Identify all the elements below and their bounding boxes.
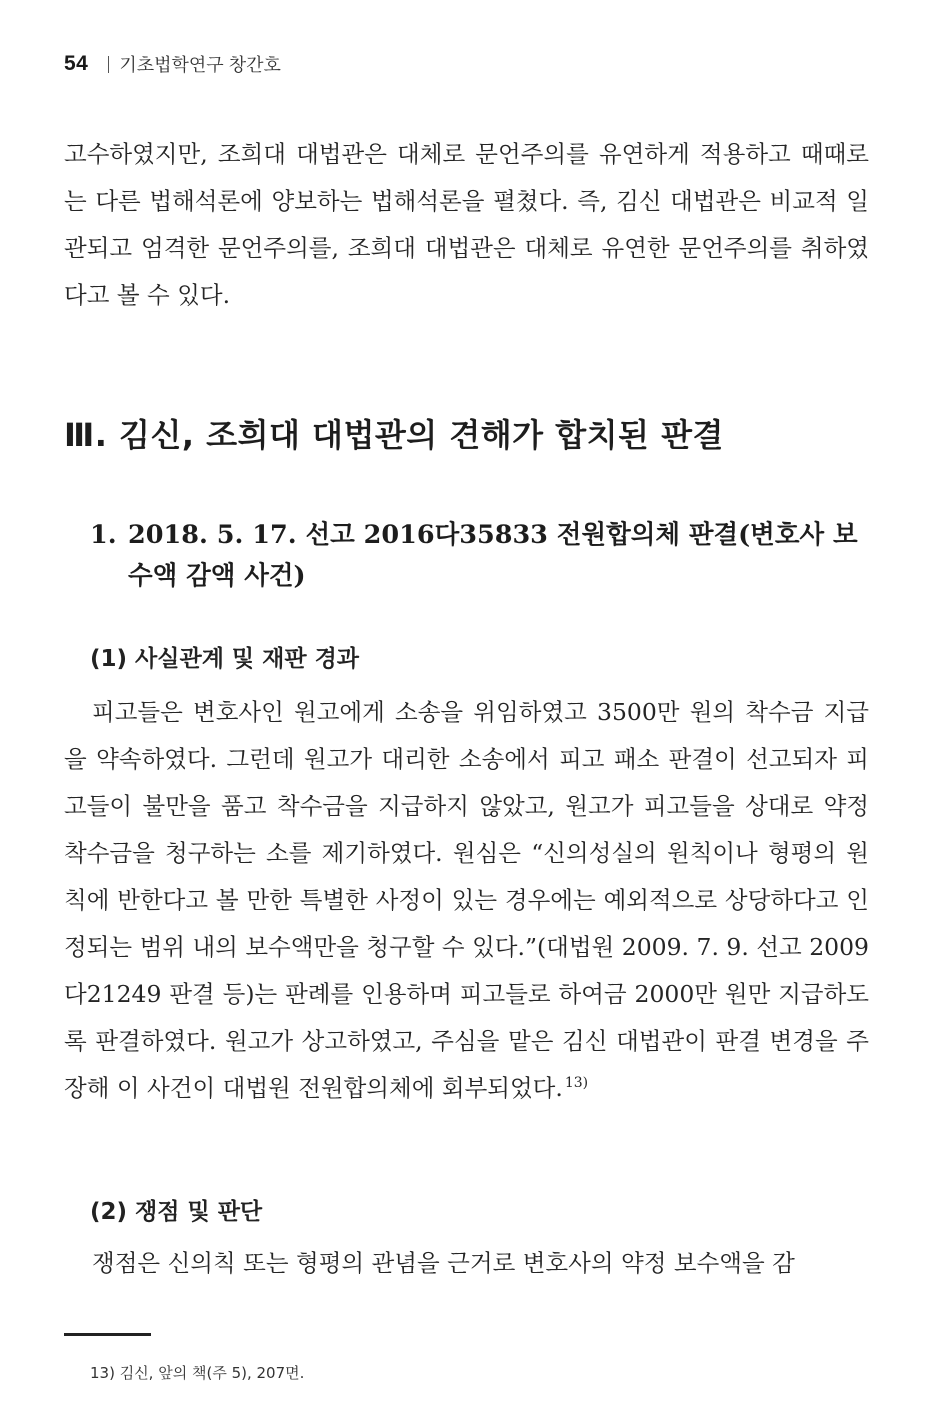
paragraph-continued: 고수하였지만, 조희대 대법관은 대체로 문언주의를 유연하게 적용하고 때때로는 다른 법해석론에 양보하는 법해석론을 펼쳤다. 즉, 김신 대법관은 비교적 일관되고 엄격한 문언주의를, 조희대 대법관은 대체로 유연한 문언주의를 취하였다고 볼 수 있다. [64, 140, 869, 309]
item-heading-facts: (1) 사실관계 및 재판 경과 [90, 646, 360, 672]
journal-title: 기초법학연구 창간호 [119, 55, 281, 75]
running-header [64, 46, 281, 82]
section-heading: Ⅲ. 김신, 조희대 대법관의 견해가 합치된 판결 [64, 416, 724, 454]
paragraph-facts [64, 689, 869, 1112]
footnote-13: 13) 김신, 앞의 책(주 5), 207면. [90, 1364, 305, 1382]
page-number: 54 [64, 52, 89, 75]
paragraph-issues: 쟁점은 신의칙 또는 형평의 관념을 근거로 변호사의 약정 보수액을 감 [92, 1249, 795, 1277]
paragraph-facts-text: 피고들은 변호사인 원고에게 소송을 위임하였고 3500만 원의 착수금 지급을 약속하였다. 그런데 원고가 대리한 소송에서 피고 패소 판결이 선고되자 피고들이 불만을 품고 착수금을 지급하지 않았고, 원고가 피고들을 상대로 약정 착수금을 청구하는 소를 제기하였다. 원심은 “신의성실의 원칙이나 형평의 원칙에 반한다고 볼 만한 특별한 사정이 있는 경우에는 예외적으로 상당하다고 인정되는 범위 내의 보수액만을 청구할 수 있다.”(대법원 2009. 7. 9. 선고 2009다21249 판결 등)는 판례를 인용하며 피고들로 하여금 2000만 원만 지급하도록 판결하였다. 원고가 상고하였고, 주심을 맡은 김신 대법관이 판결 변경을 주장해 이 사건이 대법원 전원합의체에 회부되었다. [64, 698, 869, 1102]
footnote-divider [64, 1333, 151, 1336]
header-divider [108, 56, 109, 73]
subsection-heading [90, 515, 870, 597]
subsection-number: 1. [90, 520, 117, 550]
item-heading-issues: (2) 쟁점 및 판단 [90, 1199, 263, 1225]
footnote-reference[interactable]: 13) [564, 1075, 589, 1091]
subsection-title: 2018. 5. 17. 선고 2016다35833 전원합의체 판결(변호사 보수액 감액 사건) [128, 520, 858, 591]
